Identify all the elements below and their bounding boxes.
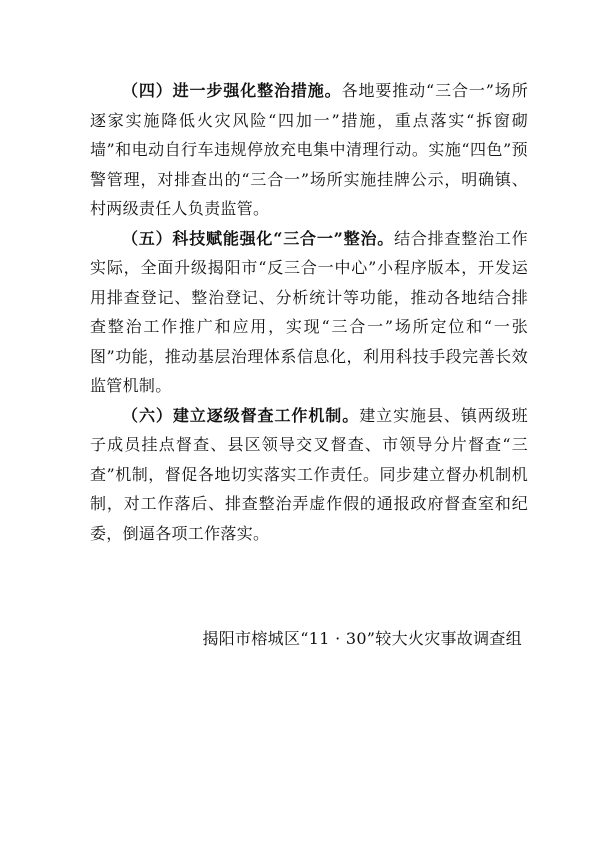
section-heading: （六）建立逐级督查工作机制。 — [122, 405, 360, 425]
section-heading: （四）进一步强化整治措施。 — [122, 81, 342, 100]
document-body — [90, 76, 528, 548]
paragraph-section-5 — [90, 224, 528, 401]
section-text: 结合排查整治工作实际，全面升级揭阳市“反三合一中心”小程序版本，开发运用排查登记、整治登记、分析统计等功能，推动各地结合排查整治工作推广和应用，实现“三合一”场所定位和“一张图”功能，推动基层治理体系信息化，利用科技手段完善长效监管机制。 — [90, 228, 528, 395]
section-heading: （五）科技赋能强化“三合一”整治。 — [122, 228, 395, 248]
signature: 揭阳市榕城区“11 · 30”较大火灾事故调查组 — [202, 629, 522, 648]
paragraph-section-4 — [90, 76, 528, 224]
paragraph-section-6 — [90, 401, 528, 549]
section-text: 各地要推动“三合一”场所逐家实施降低火灾风险“四加一”措施，重点落实“拆窗砌墙”和电动自行车违规停放充电集中清理行动。实施“四色”预警管理，对排查出的“三合一”场所实施挂牌公示，明确镇、村两级责任人负责监管。 — [90, 81, 528, 218]
section-text: 建立实施县、镇两级班子成员挂点督查、县区领导交叉督查、市领导分片督查“三查”机制，督促各地切实落实工作责任。同步建立督办机制机制，对工作落后、排查整治弄虚作假的通报政府督查室和纪委，倒逼各项工作落实。 — [90, 405, 528, 543]
